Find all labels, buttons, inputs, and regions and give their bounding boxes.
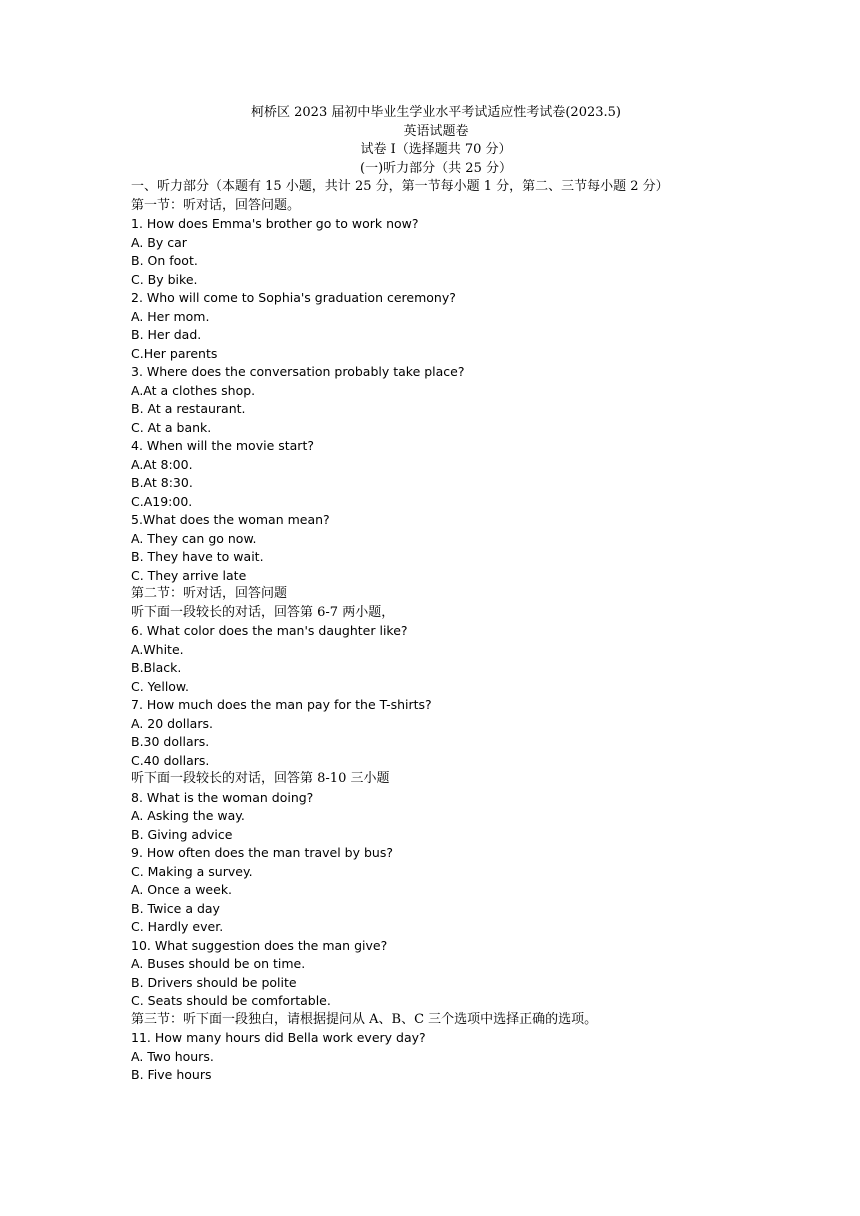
option-line: A.At a clothes shop. bbox=[131, 382, 256, 398]
option-line: A. Her mom. bbox=[131, 308, 210, 324]
question-10: 10. What suggestion does the man give? bbox=[131, 937, 388, 953]
option-line: B. Five hours bbox=[131, 1067, 212, 1082]
part-heading: (一)听力部分（共 25 分） bbox=[360, 160, 512, 176]
question-5: 5.What does the woman mean? bbox=[131, 512, 330, 527]
question-1: 1. How does Emma's brother go to work now? bbox=[131, 216, 419, 231]
option-line: B. Drivers should be polite bbox=[131, 974, 297, 990]
option-line: C. Hardly ever. bbox=[131, 919, 224, 934]
exam-subject: 英语试题卷 bbox=[403, 123, 469, 139]
question-3: 3. Where does the conversation probably take place? bbox=[131, 364, 465, 379]
question-6: 6. What color does the man's daughter like? bbox=[131, 623, 408, 638]
option-line: B.Black. bbox=[131, 660, 182, 675]
option-line: A. Asking the way. bbox=[131, 808, 245, 823]
option-line: A.At 8:00. bbox=[131, 456, 193, 472]
question-2: 2. Who will come to Sophia's graduation ceremony? bbox=[131, 290, 456, 305]
option-line: A.White. bbox=[131, 641, 184, 657]
option-line: B. Her dad. bbox=[131, 327, 202, 342]
option-line: A. 20 dollars. bbox=[131, 715, 213, 731]
question-11: 11. How many hours did Bella work every day? bbox=[131, 1030, 426, 1045]
section-instruction: 一、听力部分（本题有 15 小题，共计 25 分，第一节每小题 1 分，第二、三节每小题 2 分） bbox=[131, 179, 669, 194]
option-line: C.A19:00. bbox=[131, 493, 193, 509]
option-line: B. Giving advice bbox=[131, 826, 233, 842]
question-7: 7. How much does the man pay for the T-shirts? bbox=[131, 697, 432, 712]
paper-heading: 试卷 I（选择题共 70 分） bbox=[360, 142, 512, 157]
option-line: A. Buses should be on time. bbox=[131, 956, 306, 971]
question-4: 4. When will the movie start? bbox=[131, 438, 314, 453]
question-8: 8. What is the woman doing? bbox=[131, 789, 314, 805]
option-line: A. They can go now. bbox=[131, 530, 257, 546]
option-line: B. On foot. bbox=[131, 253, 198, 268]
section-heading: 第三节：听下面一段独白，请根据提问从 A、B、C 三个选项中选择正确的选项。 bbox=[131, 1011, 598, 1027]
option-line: C.Her parents bbox=[131, 345, 218, 361]
option-line: B. At a restaurant. bbox=[131, 401, 246, 416]
option-line: A. Once a week. bbox=[131, 882, 233, 897]
option-line: B.At 8:30. bbox=[131, 475, 193, 490]
option-line: B.30 dollars. bbox=[131, 734, 210, 749]
option-line: B. They have to wait. bbox=[131, 549, 264, 564]
question-9: 9. How often does the man travel by bus? bbox=[131, 845, 393, 860]
option-line: C. Seats should be comfortable. bbox=[131, 993, 331, 1008]
option-line: B. Twice a day bbox=[131, 900, 220, 916]
section-heading: 第一节：听对话，回答问题。 bbox=[131, 197, 301, 213]
option-line: C. They arrive late bbox=[131, 567, 247, 583]
option-line: C.40 dollars. bbox=[131, 752, 210, 768]
option-line: C. Yellow. bbox=[131, 678, 189, 694]
section-instruction: 听下面一段较长的对话，回答第 6-7 两小题， bbox=[131, 604, 395, 620]
option-line: C. By bike. bbox=[131, 271, 198, 287]
option-line: C. At a bank. bbox=[131, 419, 212, 435]
exam-title: 柯桥区 2023 届初中毕业生学业水平考试适应性考试卷(2023.5) bbox=[251, 105, 621, 120]
option-line: A. By car bbox=[131, 234, 187, 250]
section-instruction: 听下面一段较长的对话，回答第 8-10 三小题 bbox=[131, 771, 390, 786]
exam-document bbox=[131, 104, 741, 1085]
section-heading: 第二节：听对话，回答问题 bbox=[131, 586, 288, 601]
option-line: A. Two hours. bbox=[131, 1048, 214, 1064]
option-line: C. Making a survey. bbox=[131, 863, 253, 879]
